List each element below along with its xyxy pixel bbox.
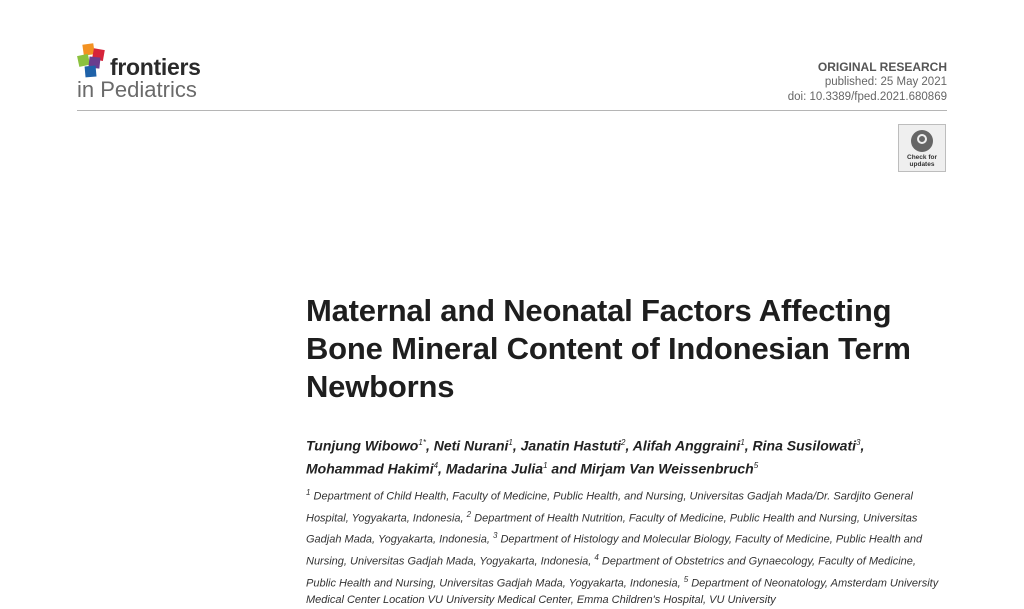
article-type: ORIGINAL RESEARCH <box>817 60 947 74</box>
affiliation-text: Department of Health Nutrition, Faculty of Medicine, Public Health and Nursing, Universitas Gadjah Mada, Yogyakarta, Indonesia, <box>306 512 918 546</box>
check-label-line1: Check for <box>907 154 937 161</box>
author-list <box>306 433 946 478</box>
doi[interactable]: doi: 10.3389/fped.2021.680869 <box>787 91 947 103</box>
author-separator: , <box>425 437 434 454</box>
affiliation-number: 5 <box>683 574 689 584</box>
header-divider <box>77 110 947 111</box>
affiliation-number: 1 <box>306 488 311 497</box>
author-affil-mark: 1 <box>508 438 513 447</box>
author-name[interactable]: Tunjung Wibowo <box>306 437 419 454</box>
author-separator: and <box>547 460 581 477</box>
affiliation-number: 2 <box>466 509 472 519</box>
check-for-updates-button[interactable] <box>898 124 946 172</box>
author-separator: , <box>512 437 521 454</box>
author-name[interactable]: Neti Nurani <box>433 437 509 454</box>
affiliation-number: 3 <box>492 531 498 541</box>
author-separator: , <box>438 460 446 477</box>
author-separator: , <box>860 437 865 454</box>
frontiers-logo-icon <box>76 43 108 79</box>
affiliation-number: 4 <box>594 552 599 562</box>
affiliation-text: Department of Neonatology, Amsterdam University Medical Center Location VU University Medical Center, Emma Children's Hospital, VU University <box>306 577 939 607</box>
article-meta <box>788 60 947 105</box>
author-affil-mark: 4 <box>433 460 439 470</box>
journal-logo <box>76 43 201 101</box>
author-name[interactable]: Rina Susilowati <box>752 437 857 454</box>
journal-brand: frontiers <box>110 54 201 80</box>
author-affil-mark: 5 <box>753 460 759 470</box>
author-name[interactable]: Janatin Hastuti <box>520 437 621 454</box>
check-label-line2: updates <box>909 161 935 168</box>
article-title: Maternal and Neonatal Factors Affecting Bone Mineral Content of Indonesian Term Newborns <box>306 293 911 404</box>
author-name[interactable]: Alifah Anggraini <box>632 437 741 454</box>
author-separator: , <box>744 437 753 454</box>
author-affil-mark: 1 <box>740 438 745 447</box>
affiliations <box>306 484 948 609</box>
author-name[interactable]: Mohammad Hakimi <box>306 460 434 477</box>
crossmark-icon <box>911 130 933 152</box>
published-date: published: 25 May 2021 <box>824 76 947 88</box>
author-affil-mark: 2 <box>621 438 626 447</box>
affiliation-text: Department of Child Health, Faculty of Medicine, Public Health, and Nursing, Universitas Gadjah Mada/Dr. Sardjito General Hospital, Yogyakarta, Indonesia, <box>306 490 913 525</box>
affiliation-text: Department of Obstetrics and Gynaecology, Faculty of Medicine, Public Health and Nursing, Universitas Gadjah Mada, Yogyakarta, Indonesia, <box>306 555 916 590</box>
author-name[interactable]: Mirjam Van Weissenbruch <box>580 460 754 477</box>
author-affil-mark: 1* <box>418 438 426 447</box>
journal-name: in Pediatrics <box>77 77 197 102</box>
author-affil-mark: 3 <box>856 438 861 447</box>
author-affil-mark: 1 <box>543 460 548 470</box>
affiliation-text: Department of Histology and Molecular Biology, Faculty of Medicine, Public Health and Nursing, Universitas Gadjah Mada, Yogyakarta, Indonesia, <box>306 533 923 568</box>
author-name[interactable]: Madarina Julia <box>445 460 544 477</box>
author-separator: , <box>625 437 633 454</box>
